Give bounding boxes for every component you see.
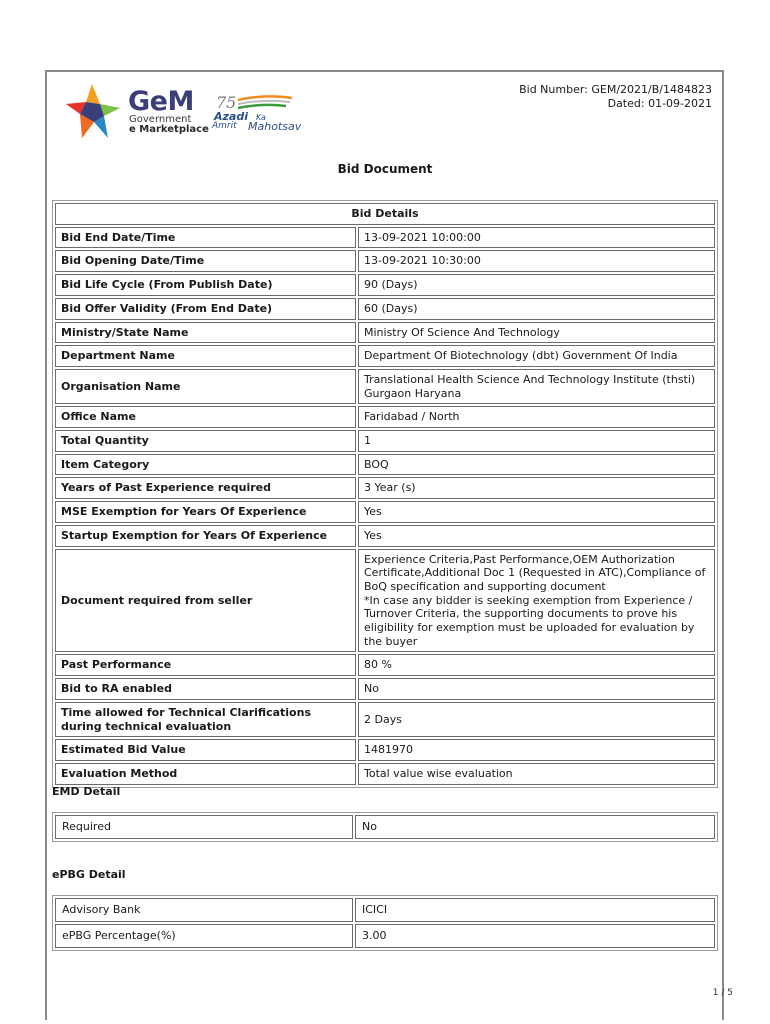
row-value: 2 Days (358, 702, 715, 737)
row-value: 3 Year (s) (358, 477, 715, 499)
row-value: Yes (358, 501, 715, 523)
table-row (55, 250, 715, 272)
epbg-table (52, 895, 718, 951)
bid-number: Bid Number: GEM/2021/B/1484823 (519, 83, 712, 96)
row-value: Total value wise evaluation (358, 763, 715, 785)
table-row (55, 345, 715, 367)
page-title: Bid Document (337, 162, 433, 176)
bid-date: Dated: 01-09-2021 (607, 97, 712, 110)
row-label: Bid Opening Date/Time (55, 250, 356, 272)
row-value: ICICI (355, 898, 715, 922)
row-value: Yes (358, 525, 715, 547)
page-number: 1 / 5 (712, 988, 733, 998)
row-label: Organisation Name (55, 369, 356, 404)
row-value: Experience Criteria,Past Performance,OEM Authorization Certificate,Additional Doc 1 (Requested in ATC),Compliance of BoQ specification and supporting document *In case any bidder is seeking exemption from Experience / Turnover Criteria, the supporting documents to prove his eligibility for exemption must be uploaded for evaluation by the buyer (358, 549, 715, 653)
row-value: Department Of Biotechnology (dbt) Government Of India (358, 345, 715, 367)
row-value: 60 (Days) (358, 298, 715, 320)
azadi-logo-ka: Ka (256, 113, 266, 122)
epbg-body (55, 898, 715, 948)
row-label: Past Performance (55, 654, 356, 676)
row-value: BOQ (358, 454, 715, 476)
bid-details-table (52, 200, 718, 788)
table-row (55, 477, 715, 499)
row-label: Document required from seller (55, 549, 356, 653)
row-label: Bid End Date/Time (55, 227, 356, 249)
table-row (55, 898, 715, 922)
row-value: Faridabad / North (358, 406, 715, 428)
row-label: Ministry/State Name (55, 322, 356, 344)
bid-details-heading: Bid Details (55, 203, 715, 225)
row-label: Bid to RA enabled (55, 678, 356, 700)
bid-number-block (519, 83, 712, 111)
azadi-logo-line1: Azadi (214, 110, 248, 123)
row-value: No (358, 678, 715, 700)
row-value: No (355, 815, 715, 839)
row-value: Translational Health Science And Technology Institute (thsti) Gurgaon Haryana (358, 369, 715, 404)
epbg-section-title: ePBG Detail (52, 868, 126, 881)
table-row (55, 298, 715, 320)
table-row (55, 739, 715, 761)
row-value: 90 (Days) (358, 274, 715, 296)
table-row (55, 501, 715, 523)
table-row (55, 454, 715, 476)
row-value: 80 % (358, 654, 715, 676)
row-value: Ministry Of Science And Technology (358, 322, 715, 344)
row-value: 1481970 (358, 739, 715, 761)
table-row (55, 430, 715, 452)
table-row (55, 763, 715, 785)
table-row (55, 549, 715, 653)
row-label: Department Name (55, 345, 356, 367)
row-label: ePBG Percentage(%) (55, 924, 353, 948)
table-row (55, 924, 715, 948)
gem-logo-line1: Government (129, 114, 192, 125)
row-value: 1 (358, 430, 715, 452)
row-value: 13-09-2021 10:30:00 (358, 250, 715, 272)
row-label: Advisory Bank (55, 898, 353, 922)
table-row (55, 227, 715, 249)
row-label: Bid Offer Validity (From End Date) (55, 298, 356, 320)
row-value: 13-09-2021 10:00:00 (358, 227, 715, 249)
row-label: Time allowed for Technical Clarifications during technical evaluation (55, 702, 356, 737)
table-row (55, 406, 715, 428)
row-label: Estimated Bid Value (55, 739, 356, 761)
row-label: Bid Life Cycle (From Publish Date) (55, 274, 356, 296)
emd-body (55, 815, 715, 839)
row-label: MSE Exemption for Years Of Experience (55, 501, 356, 523)
row-label: Required (55, 815, 353, 839)
row-label: Office Name (55, 406, 356, 428)
gem-logo-title: GeM (128, 86, 194, 117)
row-label: Item Category (55, 454, 356, 476)
row-value: 3.00 (355, 924, 715, 948)
table-row (55, 654, 715, 676)
table-row (55, 815, 715, 839)
table-row (55, 702, 715, 737)
bid-details-body (55, 227, 715, 785)
azadi-logo-line2: Amrit (212, 121, 237, 131)
row-label: Years of Past Experience required (55, 477, 356, 499)
emd-section-title: EMD Detail (52, 785, 121, 798)
table-row (55, 678, 715, 700)
emd-table (52, 812, 718, 842)
table-row (55, 274, 715, 296)
azadi-logo-line3: Mahotsav (248, 120, 302, 133)
row-label: Evaluation Method (55, 763, 356, 785)
row-label: Startup Exemption for Years Of Experience (55, 525, 356, 547)
gem-logo-line2: e Marketplace (129, 124, 209, 135)
table-row (55, 369, 715, 404)
svg-text:75: 75 (216, 93, 237, 112)
table-row (55, 525, 715, 547)
table-row (55, 322, 715, 344)
row-label: Total Quantity (55, 430, 356, 452)
